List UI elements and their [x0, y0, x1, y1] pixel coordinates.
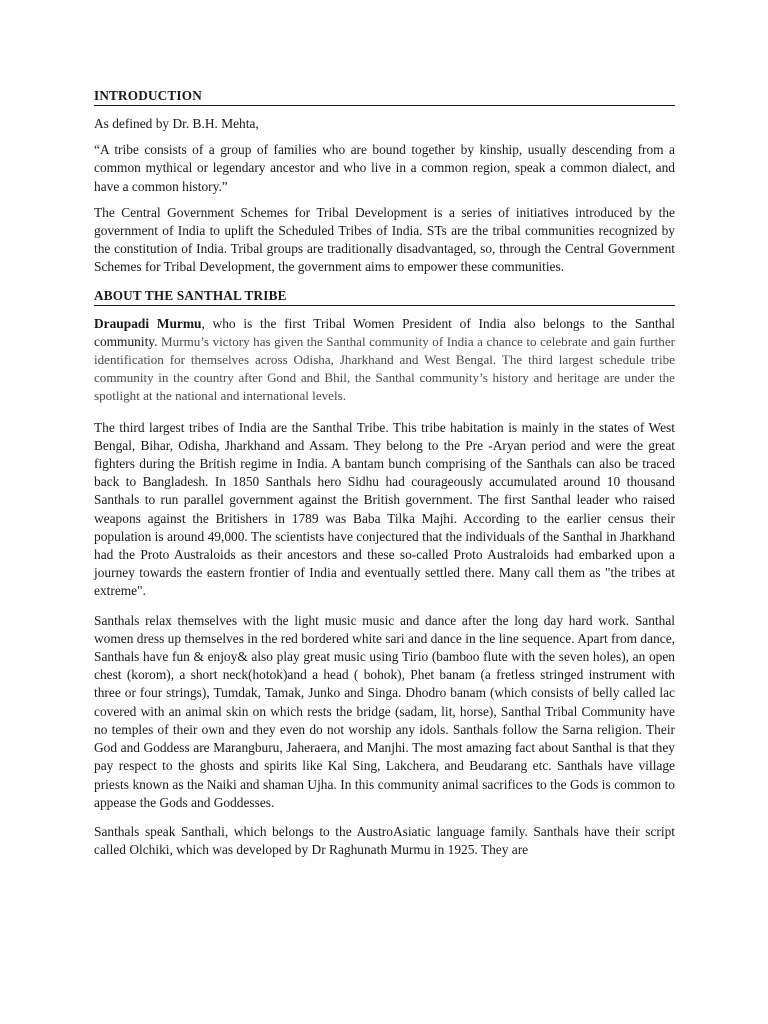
santhal-language-paragraph: Santhals speak Santhali, which belongs to the AustroAsiatic language family. Santhals have their script called Olchiki, which was developed by Dr Raghunath Murmu in 1925. They are	[94, 823, 675, 858]
section-heading-santhal: ABOUT THE SANTHAL TRIBE	[94, 288, 675, 306]
intro-tribe-quote: “A tribe consists of a group of families who are bound together by kinship, usually descending from a common mythical or legendary ancestor and who live in a common region, speak a common dialect, and have a common history.”	[94, 142, 675, 194]
section-heading-introduction: INTRODUCTION	[94, 88, 675, 106]
intro-schemes-paragraph: The Central Government Schemes for Tribal Development is a series of initiatives introduced by the government of India to uplift the Scheduled Tribes of India. STs are the tribal communities recognized by the constitution of India. Tribal groups are traditionally disadvantaged, so, through the Central Government Schemes for Tribal Development, the government aims to empower these communities.	[94, 204, 675, 275]
intro-definition-line: As defined by Dr. B.H. Mehta,	[94, 116, 259, 131]
murmu-victory-text: Murmu’s victory has given the Santhal community of India a chance to celebrate and gain further identification for themselves across Odisha, Jharkhand and West Bengal. The third largest schedule tribe community in the country after Gond and Bhil, the Santhal community’s history and heritage are under the spotlight at the national and international levels.	[94, 333, 675, 404]
document-page	[94, 88, 675, 867]
murmu-name: Draupadi Murmu	[94, 315, 202, 331]
santhal-history-paragraph: The third largest tribes of India are the Santhal Tribe. This tribe habitation is mainly in the states of West Bengal, Bihar, Odisha, Jharkhand and Assam. They belong to the Pre -Aryan period and were the great fighters during the British regime in India. A bantam bunch comprising of the Santhals can also be traced back to Bangladesh. In 1850 Santhals hero Sidhu had courageously accumulated around 10 thousand Santhals to run parallel government against the British government. The first Santhal leader who raised weapons against the Britishers in 1789 was Baba Tilka Majhi. According to the earlier census their population is around 49,000. The scientists have conjectured that the individuals of the Santhal in Jharkhand had the Proto Australoids as their ancestors and these so-called Proto Australoids had embarked upon a journey towards the eastern frontier of India and eventually settled there. Many call them as "the tribes at extreme".	[94, 419, 675, 599]
santhal-murmu-paragraph	[94, 315, 675, 406]
murmu-intro-text: , who is the first Tribal Women President of India also belongs to the Santhal community.	[94, 315, 675, 349]
santhal-culture-paragraph: Santhals relax themselves with the light music music and dance after the long day hard work. Santhal women dress up themselves in the red bordered white sari and dance in the line sequence. Apart from dance, Santhals have fun & enjoy& also play great music using Tirio (bamboo flute with the seven holes), an open chest (korom), a short neck(hotok)and a head ( bohok), Phet banam (a fretless stringed instrument with three or four strings), Tumdak, Tamak, Junko and Singa. Dhodro banam (which consists of belly called lac covered with an animal skin on which rests the bridge (sadam, lit, horse), Santhal Tribal Community have no temples of their own and they even do not worship any idols. Santhals follow the Sarna religion. Their God and Goddess are Marangburu, Jaheraera, and Manjhi. The most amazing fact about Santhal is that they pay respect to the ghosts and spirits like Kal Sing, Lakchera, and Beudarang etc. Santhals have village priests known as the Naiki and shaman Ujha. In this community animal sacrifices to the Gods is common to appease the Gods and Goddesses.	[94, 612, 675, 810]
